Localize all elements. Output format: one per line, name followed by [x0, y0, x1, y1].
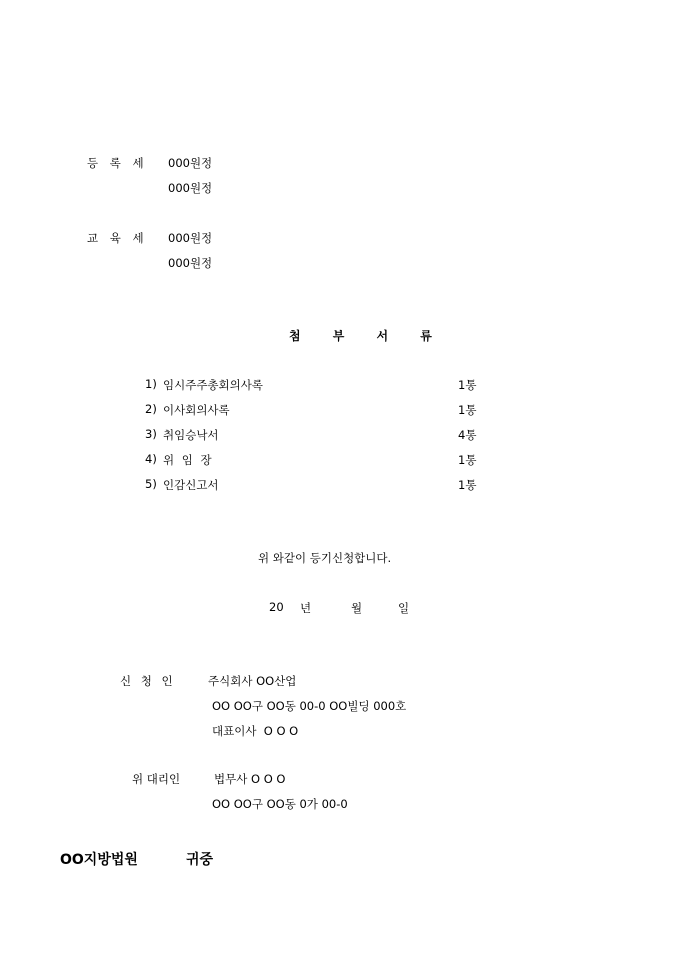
attachment-name: 취임승낙서: [163, 428, 219, 442]
attachment-number: 1): [145, 377, 157, 391]
registration-tax-value-2: 000원정: [168, 181, 213, 195]
applicant-address: OO OO구 OO동 00-0 OO빌딩 000호: [212, 699, 407, 713]
date-year-unit: 년: [300, 601, 312, 615]
education-tax-label: 교 육 세: [87, 231, 148, 245]
attachment-count: 1통: [458, 378, 477, 392]
education-tax-value-1: 000원정: [168, 231, 213, 245]
agent-name: 법무사 O O O: [214, 772, 286, 786]
education-tax-value-2: 000원정: [168, 256, 213, 270]
date-year-prefix: 20: [269, 600, 284, 614]
applicant-label: 신 청 인: [120, 674, 176, 688]
registration-tax-value-1: 000원정: [168, 156, 213, 170]
court-suffix: 귀중: [186, 852, 214, 868]
applicant-representative: 대표이사 O O O: [212, 724, 299, 738]
attachments-heading: 첨 부 서 류: [289, 329, 446, 343]
registration-tax-label: 등 록 세: [87, 156, 148, 170]
attachment-number: 2): [145, 402, 157, 416]
application-statement: 위 와같이 등기신청합니다.: [258, 551, 392, 565]
attachment-name: 위 임 장: [163, 453, 214, 467]
attachment-name: 이사회의사록: [163, 403, 230, 417]
attachment-count: 1통: [458, 403, 477, 417]
applicant-company: 주식회사 OO산업: [208, 674, 297, 688]
attachment-count: 4통: [458, 428, 477, 442]
court-name: OO지방법원: [60, 852, 138, 868]
agent-address: OO OO구 OO동 0가 00-0: [212, 797, 348, 811]
attachment-number: 4): [145, 452, 157, 466]
attachment-count: 1통: [458, 453, 477, 467]
date-month-unit: 월: [351, 601, 363, 615]
attachment-name: 인감신고서: [163, 478, 219, 492]
date-day-unit: 일: [398, 601, 410, 615]
attachment-number: 3): [145, 427, 157, 441]
attachment-number: 5): [145, 477, 157, 491]
attachment-name: 임시주주총회의사록: [163, 378, 263, 392]
attachment-count: 1통: [458, 478, 477, 492]
agent-label: 위 대리인: [132, 772, 181, 786]
